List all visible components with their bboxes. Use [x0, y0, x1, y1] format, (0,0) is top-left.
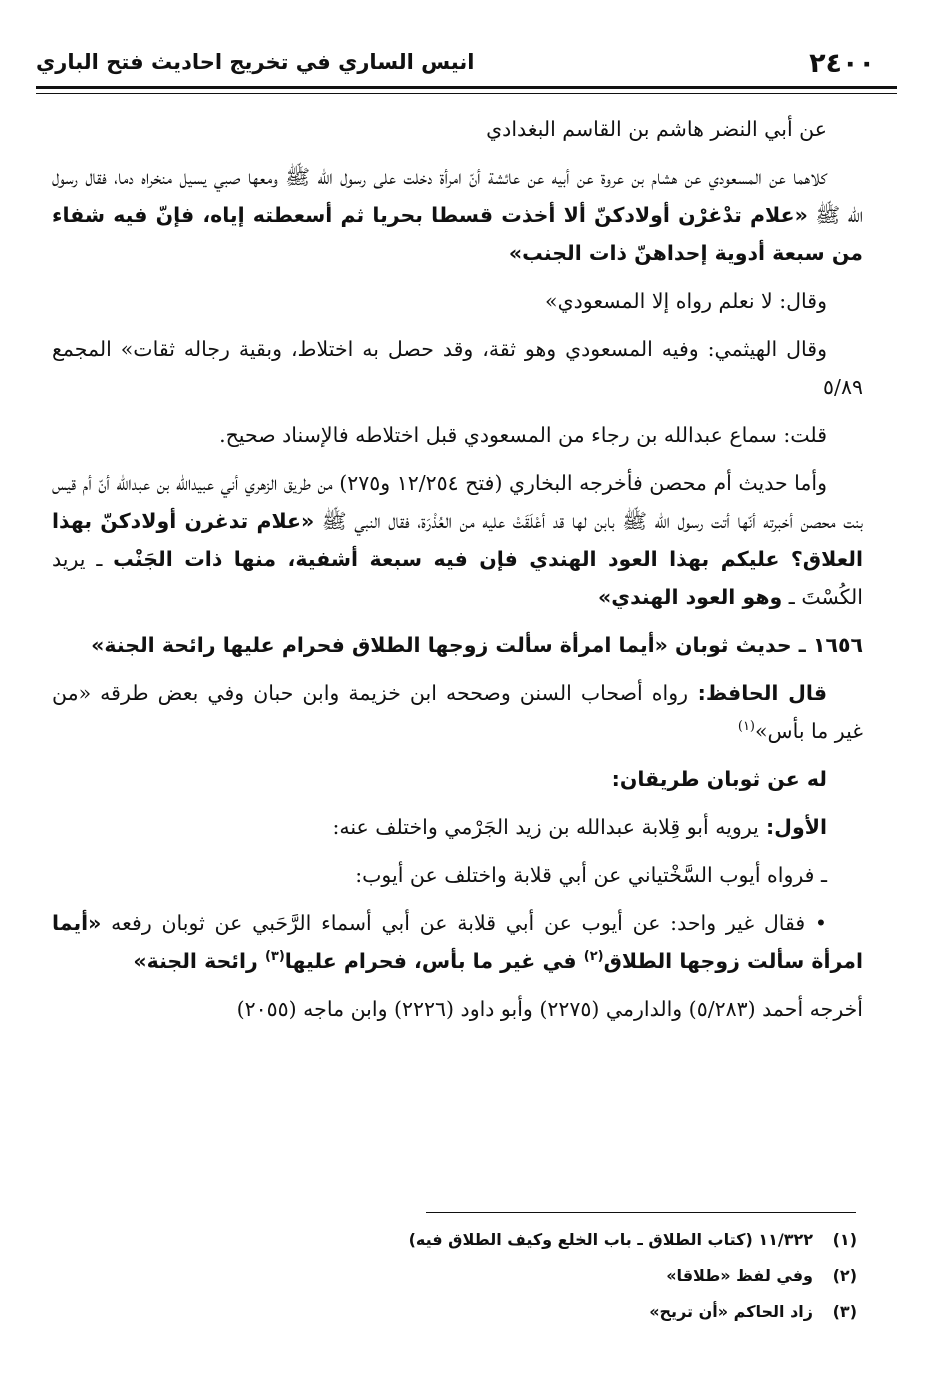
- label-hafiz: قال الحافظ:: [688, 681, 827, 705]
- text-run: ـ يريد الكُسْتَ ـ: [52, 547, 863, 609]
- main-text: [52, 110, 863, 1038]
- text-run: كلاهما عن المسعودي عن هشام بن عروة عن أبيه عن عائشة أنّ امرأة دخلت على رسول الله ﷺ ومعها صبي يسيل منخراه دما، فقال رسول الله ﷺ: [52, 165, 863, 227]
- footnote-ref[interactable]: (١): [737, 719, 755, 735]
- paragraph: [52, 856, 863, 894]
- paragraph: [52, 464, 863, 616]
- footnote: [300, 1294, 857, 1330]
- hadith-quote: «علام تدْغرْن أولادكنّ ألا أخذت قسطا بحريا ثم أسعطته إياه، فإنّ فيه شفاء من سبعة أدوية إحداهنّ ذات الجنب»: [52, 203, 863, 265]
- hadith-quote: «علام تدغرن أولادكنّ بهذا العلاق؟ عليكم بهذا العود الهندي فإن فيه سبعة أشفية، منها ذات الجَنْب: [52, 509, 863, 571]
- paragraph: [52, 904, 863, 980]
- hadith-quote: «أيما امرأة سألت زوجها الطلاق: [52, 911, 863, 973]
- text-run: ـ فرواه أيوب السَّخْتياني عن أبي قلابة واختلف عن أيوب:: [355, 863, 827, 887]
- label-first: الأول:: [758, 815, 827, 839]
- paragraph: [52, 282, 863, 320]
- paragraph: [52, 808, 863, 846]
- text-run: قلت: سماع عبدالله بن رجاء من المسعودي قبل اختلاطه فالإسناد صحيح.: [219, 423, 827, 447]
- text-run: وأما حديث أم محصن فأخرجه البخاري (فتح ١٢/٢٥٤ و٢٧٥) من طريق الزهري أني عبيدالله بن عبدالله أنّ أم قيس بنت محصن أخبرته أنّها أتت رسول الله ﷺ بابن لها قد أعْلَقَتْ عليه من العُذْرَة، فقال النبي ﷺ: [52, 471, 863, 533]
- hadith-heading: [52, 626, 863, 664]
- footnote-divider: [426, 1212, 856, 1213]
- text-run: • فقال غير واحد: عن أيوب عن أبي قلابة عن أبي أسماء الرَّحَبي عن ثوبان رفعه: [101, 911, 827, 935]
- hadith-quote: في غير ما بأس، فحرام عليها: [284, 949, 584, 973]
- paragraph: [52, 158, 863, 272]
- footnote-number: (٣): [832, 1302, 857, 1321]
- text-run: أخرجه أحمد (٥/٢٨٣) والدارمي (٢٢٧٥) وأبو داود (٢٢٢٦) وابن ماجه (٢٠٥٥): [236, 997, 863, 1021]
- paragraph: [52, 674, 863, 750]
- footnote: [300, 1222, 857, 1258]
- header-rule-thin: [36, 93, 897, 94]
- text-run: وقال الهيثمي: وفيه المسعودي وهو ثقة، وقد حصل به اختلاط، وبقية رجاله ثقات» المجمع ٥/٨٩: [52, 337, 863, 399]
- hadith-quote: وهو العود الهندي»: [598, 585, 783, 609]
- paragraph: [52, 416, 863, 454]
- text-run: له عن ثوبان طريقان:: [611, 767, 827, 791]
- section-heading: [52, 760, 863, 798]
- page-number: ٢٤٠٠: [809, 48, 875, 79]
- footnote-text: ١١/٣٢٢ (كتاب الطلاق ـ باب الخلع وكيف الطلاق فيه): [408, 1230, 813, 1249]
- header-rule-thick: [36, 86, 897, 89]
- paragraph: [52, 330, 863, 406]
- hadith-quote: رائحة الجنة»: [133, 949, 265, 973]
- footnote-number: (٢): [832, 1266, 857, 1285]
- footnote-text: وفي لفظ «طلاقا»: [666, 1266, 813, 1285]
- book-title: انيس الساري في تخريج احاديث فتح الباري: [36, 50, 475, 74]
- footnote-ref[interactable]: (٣): [264, 949, 285, 965]
- footnote-text: زاد الحاكم «أن تريح»: [649, 1302, 813, 1321]
- text-run: رواه أصحاب السنن وصححه ابن خزيمة وابن حبان وفي بعض طرقه «من غير ما بأس»: [52, 681, 863, 743]
- hadith-quote: «أيما امرأة سألت زوجها الطلاق فحرام عليها رائحة الجنة»: [91, 633, 668, 657]
- paragraph: [52, 990, 863, 1028]
- page-header: [36, 44, 897, 84]
- text-run: وقال: لا نعلم رواه إلا المسعودي»: [545, 289, 827, 313]
- footnote-ref[interactable]: (٢): [583, 949, 604, 965]
- hadith-number: ١٦٥٦ ـ حديث ثوبان: [667, 633, 863, 657]
- footnotes: [300, 1222, 857, 1330]
- text-run: يرويه أبو قِلابة عبدالله بن زيد الجَرْمي واختلف عنه:: [332, 815, 759, 839]
- text-run: عن أبي النضر هاشم بن القاسم البغدادي: [486, 117, 827, 141]
- footnote: [300, 1258, 857, 1294]
- paragraph: [52, 110, 863, 148]
- footnote-number: (١): [832, 1230, 857, 1249]
